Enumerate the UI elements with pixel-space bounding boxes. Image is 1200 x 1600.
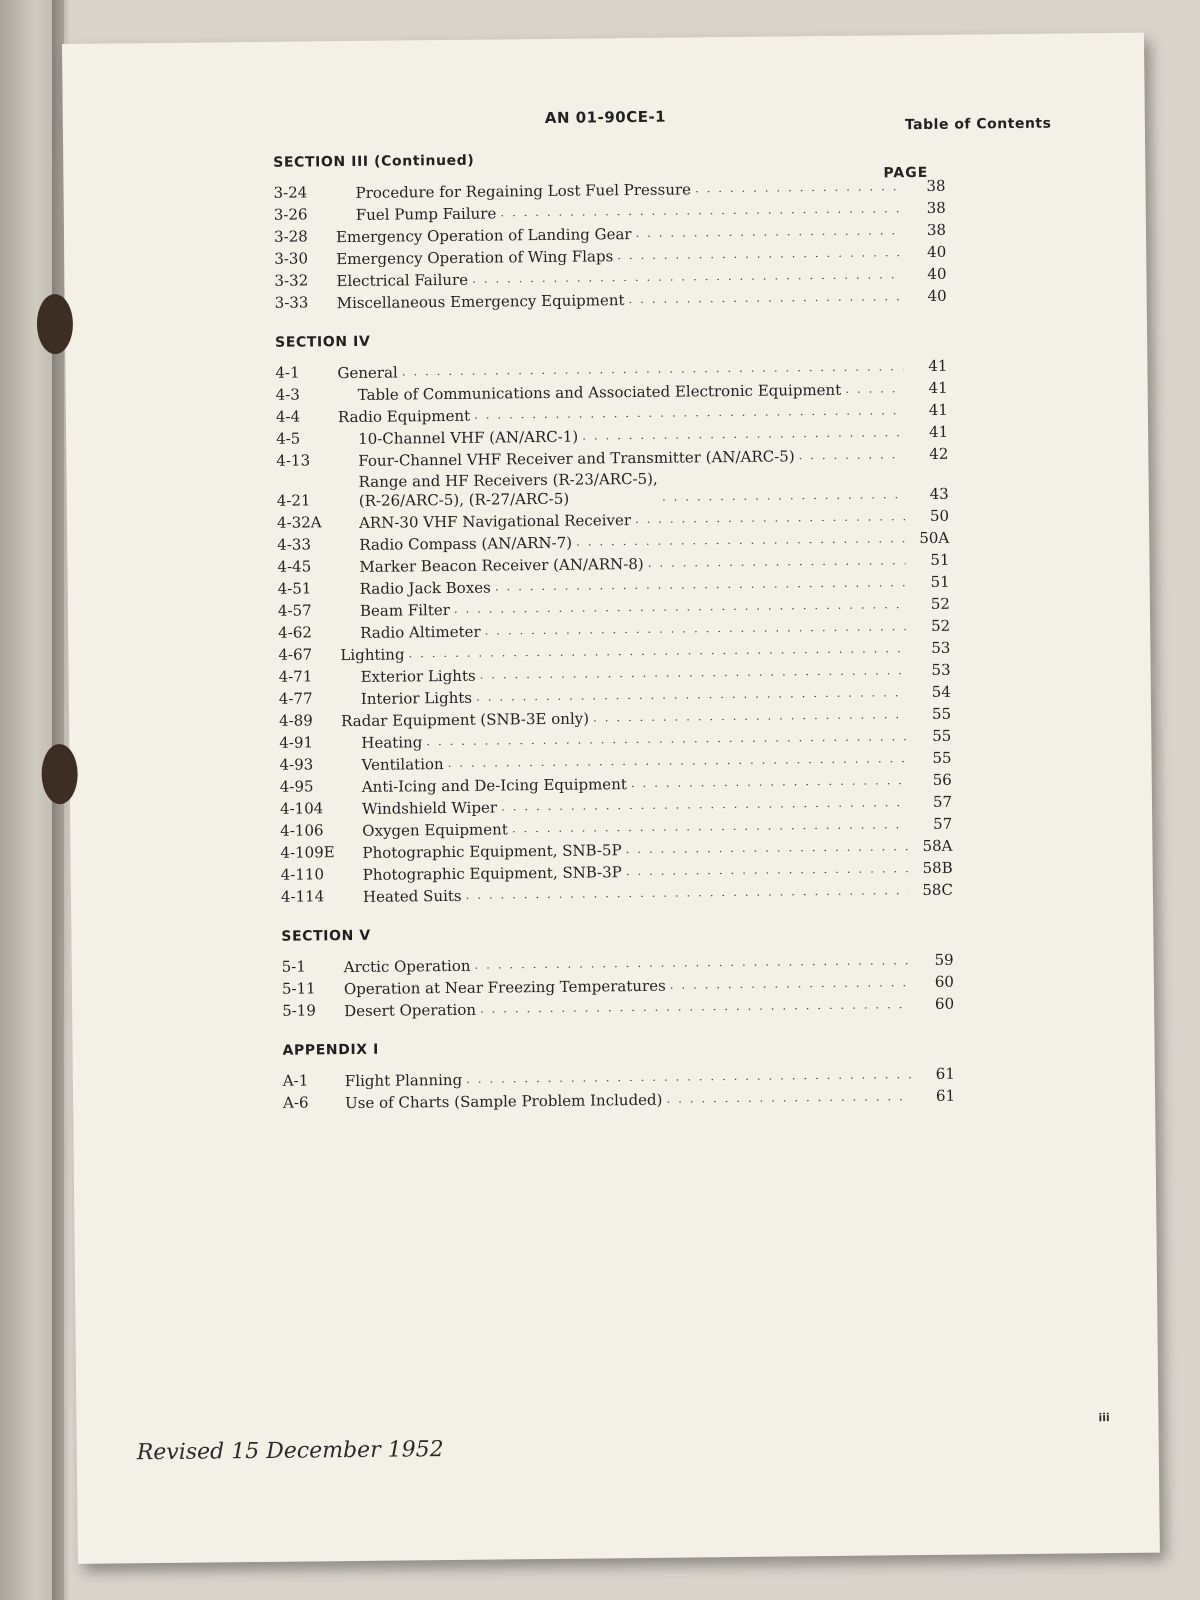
paragraph-number: 4-77 [278,689,313,708]
entry-page-number: 42 [929,444,949,463]
paragraph-number: 4-1 [275,363,300,382]
table-of-contents [273,145,955,1114]
entry-title: Flight Planning [344,1070,463,1091]
entry-title: Radio Equipment [337,406,471,427]
entry-page-number: 53 [931,660,951,679]
entry-page-number: 53 [931,638,951,657]
dot-leader [695,175,902,199]
entry-page-number: 40 [927,286,947,305]
binding-hole-icon [37,294,74,354]
entry-title: Operation at Near Freezing Temperatures [343,976,666,999]
entry-title: ARN-30 VHF Navigational Receiver [358,511,632,532]
entry-title: Procedure for Regaining Lost Fuel Pressure [355,180,692,202]
paragraph-number: 3-26 [273,205,308,224]
dot-leader [628,285,902,310]
paragraph-number: 4-13 [276,451,311,470]
entry-page-number: 61 [935,1086,956,1105]
dot-leader [617,241,902,266]
dot-leader [662,483,905,508]
entry-title: Radio Altimeter [360,622,481,642]
entry-title: Exterior Lights [360,666,476,686]
paragraph-number: 4-3 [275,385,300,404]
paragraph-number: 4-21 [276,491,311,510]
entry-title-wrap [343,879,913,907]
toc-entry-list [275,355,953,908]
entry-page-number: 50 [929,506,950,525]
paragraph-number: 4-62 [278,623,312,642]
dot-leader [465,879,909,906]
section-heading: APPENDIX I [282,1041,379,1059]
entry-page-number: 61 [935,1064,955,1083]
document-number: AN 01-90CE-1 [544,107,667,127]
paragraph-number: 4-5 [276,429,301,448]
paragraph-number: 4-93 [279,755,314,774]
entry-title: Arctic Operation [343,956,471,977]
entry-page-number: 40 [927,242,947,261]
entry-page-number: 55 [932,748,952,767]
paragraph-number: 4-33 [277,535,312,554]
entry-page-number: 50A [919,528,950,548]
entry-page-number: 55 [931,704,952,723]
entry-title: Anti-Icing and De-Icing Equipment [361,775,627,796]
entry-title: Photographic Equipment, SNB-3P [362,863,622,884]
paragraph-number: A-6 [283,1093,309,1112]
entry-page-number: 38 [926,198,946,217]
paragraph-number: 4-95 [279,777,314,796]
paragraph-number: 4-57 [277,601,312,620]
entry-title: Radar Equipment (SNB-3E only) [341,709,590,731]
entry-title-wrap [344,993,914,1021]
revision-date: Revised 15 December 1952 [136,1437,444,1466]
toc-section [273,145,947,314]
paragraph-number: 3-24 [273,183,308,202]
entry-page-number: 60 [934,994,955,1013]
paragraph-number: 3-33 [274,293,309,312]
entry-title: Ventilation [361,755,444,774]
paragraph-number: 4-114 [280,887,325,906]
page-column-label: PAGE [883,164,929,182]
entry-title: Photographic Equipment, SNB-5P [362,841,622,862]
paragraph-number: 5-1 [281,957,306,976]
toc-entry-list [283,1063,955,1114]
dot-leader [626,857,909,882]
entry-page-number: 55 [932,726,952,745]
entry-title: Interior Lights [360,688,473,708]
entry-title-wrap [345,1085,915,1113]
entry-title: Emergency Operation of Landing Gear [335,225,632,247]
paragraph-number: 4-104 [279,799,324,818]
dot-leader [845,377,904,400]
toc-section [281,919,954,1022]
paragraph-number: 4-110 [280,865,325,884]
document-page [62,33,1160,1564]
entry-page-number: 52 [930,594,951,613]
entry-page-number: 58B [922,858,953,878]
entry-page-number: 40 [927,264,947,283]
paragraph-number: 4-109E [280,843,335,862]
dot-leader [635,505,905,530]
paragraph-number: 3-28 [273,227,308,246]
toc-entry [276,465,948,512]
paragraph-number: 5-11 [281,979,316,998]
toc-entry-list [273,175,946,314]
entry-title: Fuel Pump Failure [355,204,497,224]
entry-page-number: 56 [932,770,952,789]
entry-title: Heated Suits [362,886,462,906]
binding-hole-icon [41,744,78,804]
dot-leader [635,219,902,244]
entry-title: Electrical Failure [336,270,469,291]
dot-leader [480,993,910,1020]
paragraph-number: 4-89 [279,711,313,730]
entry-page-number: 51 [930,550,950,569]
entry-title: Heating [361,733,423,752]
entry-page-number: 54 [931,682,951,701]
dot-leader [625,835,908,860]
entry-title-wrap [339,467,909,511]
page-number: iii [1098,1411,1110,1425]
entry-title: Marker Beacon Receiver (AN/ARN-8) [359,554,644,576]
entry-page-number: 38 [926,220,947,239]
entry-page-number: 52 [930,616,951,635]
entry-title: Lighting [340,645,405,665]
paragraph-number: 5-19 [282,1001,316,1020]
entry-page-number: 41 [928,422,949,441]
entry-page-number: 41 [928,378,948,397]
entry-title: Use of Charts (Sample Problem Included) [345,1090,663,1113]
dot-leader [631,769,908,794]
entry-page-number: 43 [929,484,949,503]
entry-page-number: 38 [926,176,946,195]
entry-title: Oxygen Equipment [362,820,508,840]
entry-title: Range and HF Receivers (R-23/ARC-5), (R-26/ARC-5), (R-27/ARC-5) [358,469,658,510]
entry-title: 10-Channel VHF (AN/ARC-1) [358,427,579,448]
toc-section [282,1033,955,1114]
entry-page-number: 58C [922,880,953,900]
entry-page-number: 41 [928,356,948,375]
entry-title: Radio Jack Boxes [359,578,491,598]
entry-title: Emergency Operation of Wing Flaps [336,247,614,269]
paragraph-number: 4-71 [278,667,313,686]
entry-page-number: 57 [933,814,953,833]
entry-page-number: 41 [928,400,948,419]
entry-title: Miscellaneous Emergency Equipment [336,291,625,313]
paragraph-number: 4-32A [276,513,322,532]
entry-title: Four-Channel VHF Receiver and Transmitter (AN/ARC-5) [358,447,795,470]
paragraph-number: 4-51 [277,579,312,598]
entry-page-number: 58A [922,836,953,856]
toc-entry-list [282,949,955,1022]
section-heading: SECTION III (Continued) [273,152,475,171]
entry-title: General [337,363,398,383]
paragraph-number: 4-67 [278,645,313,664]
entry-page-number: 57 [932,792,953,811]
dot-leader [670,971,910,996]
dot-leader [648,549,906,574]
entry-title: Radio Compass (AN/ARN-7) [359,533,573,554]
entry-title: Beam Filter [359,600,450,620]
entry-page-number: 60 [934,972,954,991]
dot-leader [798,443,904,466]
entry-title: Windshield Wiper [361,798,498,818]
paragraph-number: 3-32 [274,271,309,290]
table-of-contents-title: Table of Contents [904,115,1052,134]
section-heading: SECTION V [281,927,371,945]
section-heading: SECTION IV [275,333,371,351]
paragraph-number: A-1 [282,1071,309,1090]
entry-title: Table of Communications and Associated Electronic Equipment [357,380,842,404]
paragraph-number: 4-91 [279,733,314,752]
dot-leader [666,1085,911,1110]
paragraph-number: 3-30 [274,249,309,268]
entry-title: Desert Operation [344,1000,477,1021]
paragraph-number: 4-106 [280,821,324,840]
paragraph-number: 4-4 [275,407,301,426]
entry-page-number: 51 [930,572,950,591]
entry-title-wrap [337,285,907,313]
entry-page-number: 59 [934,950,954,969]
toc-section [275,325,953,908]
paragraph-number: 4-45 [277,557,312,576]
